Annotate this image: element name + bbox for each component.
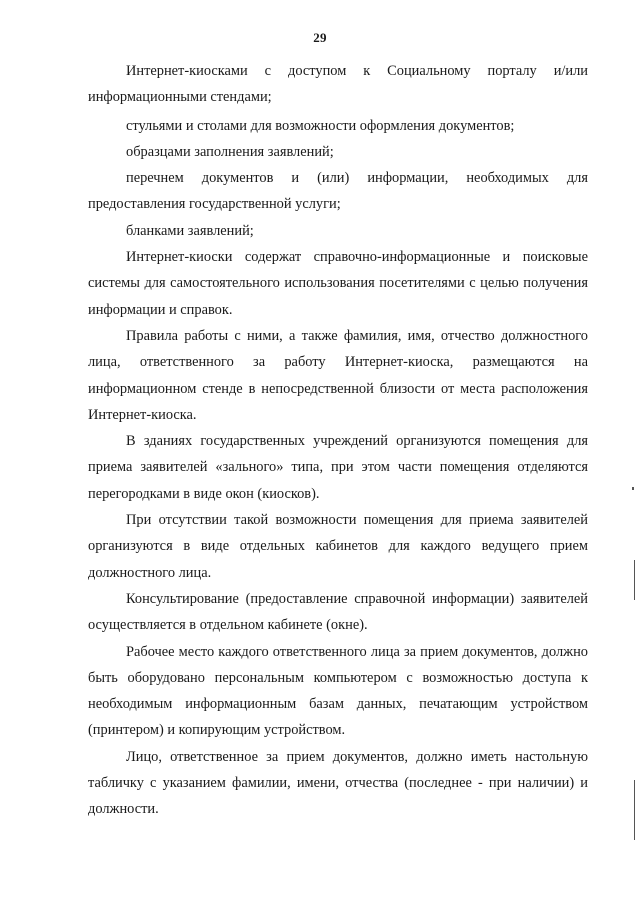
paragraph-10: Консультирование (предоставление справочной информации) заявителей осуществляется в отдельном кабинете (окне). [88, 590, 588, 634]
paragraph-12: Лицо, ответственное за прием документов, должно иметь настольную табличку с указанием фамилии, имени, отчества (последнее - при наличии) и должности. [88, 748, 588, 818]
paragraph-11: Рабочее место каждого ответственного лица за прием документов, должно быть оборудовано персональным компьютером с возможностью доступа к необходимым информационным базам данных, печатающим устройством (принтером) и копирующим устройством. [88, 643, 588, 739]
paragraph-3: образцами заполнения заявлений; [126, 143, 334, 160]
paragraph-9: При отсутствии такой возможности помещения для приема заявителей организуются в виде отдельных кабинетов для каждого ведущего прием должностного лица. [88, 512, 588, 581]
scan-artifact [634, 780, 635, 840]
paragraph-6: Интернет-киоски содержат справочно-информационные и поисковые системы для самостоятельного использования посетителями с целью получения информации и справок. [88, 249, 588, 318]
paragraph-8: В зданиях государственных учреждений организуются помещения для приема заявителей «зального» типа, при этом части помещения отделяются перегородками в виде окон (киосков). [88, 433, 588, 502]
paragraph-1: Интернет-киосками с доступом к Социальному порталу и/или информационными стендами; [88, 63, 588, 106]
scan-artifact [632, 487, 634, 490]
paragraph-2: стульями и столами для возможности оформления документов; [126, 117, 515, 134]
paragraph-4: перечнем документов и (или) информации, необходимых для предоставления государственной услуги; [88, 170, 588, 213]
paragraph-7: Правила работы с ними, а также фамилия, имя, отчество должностного лица, ответственного за работу Интернет-киоска, размещаются на информационном стенде в непосредственной близости от места расположения Интернет-киоска. [88, 327, 588, 423]
body-text [88, 58, 588, 823]
page-number: 29 [313, 30, 327, 45]
scan-artifact [634, 560, 635, 600]
paragraph-5: бланками заявлений; [126, 222, 254, 239]
